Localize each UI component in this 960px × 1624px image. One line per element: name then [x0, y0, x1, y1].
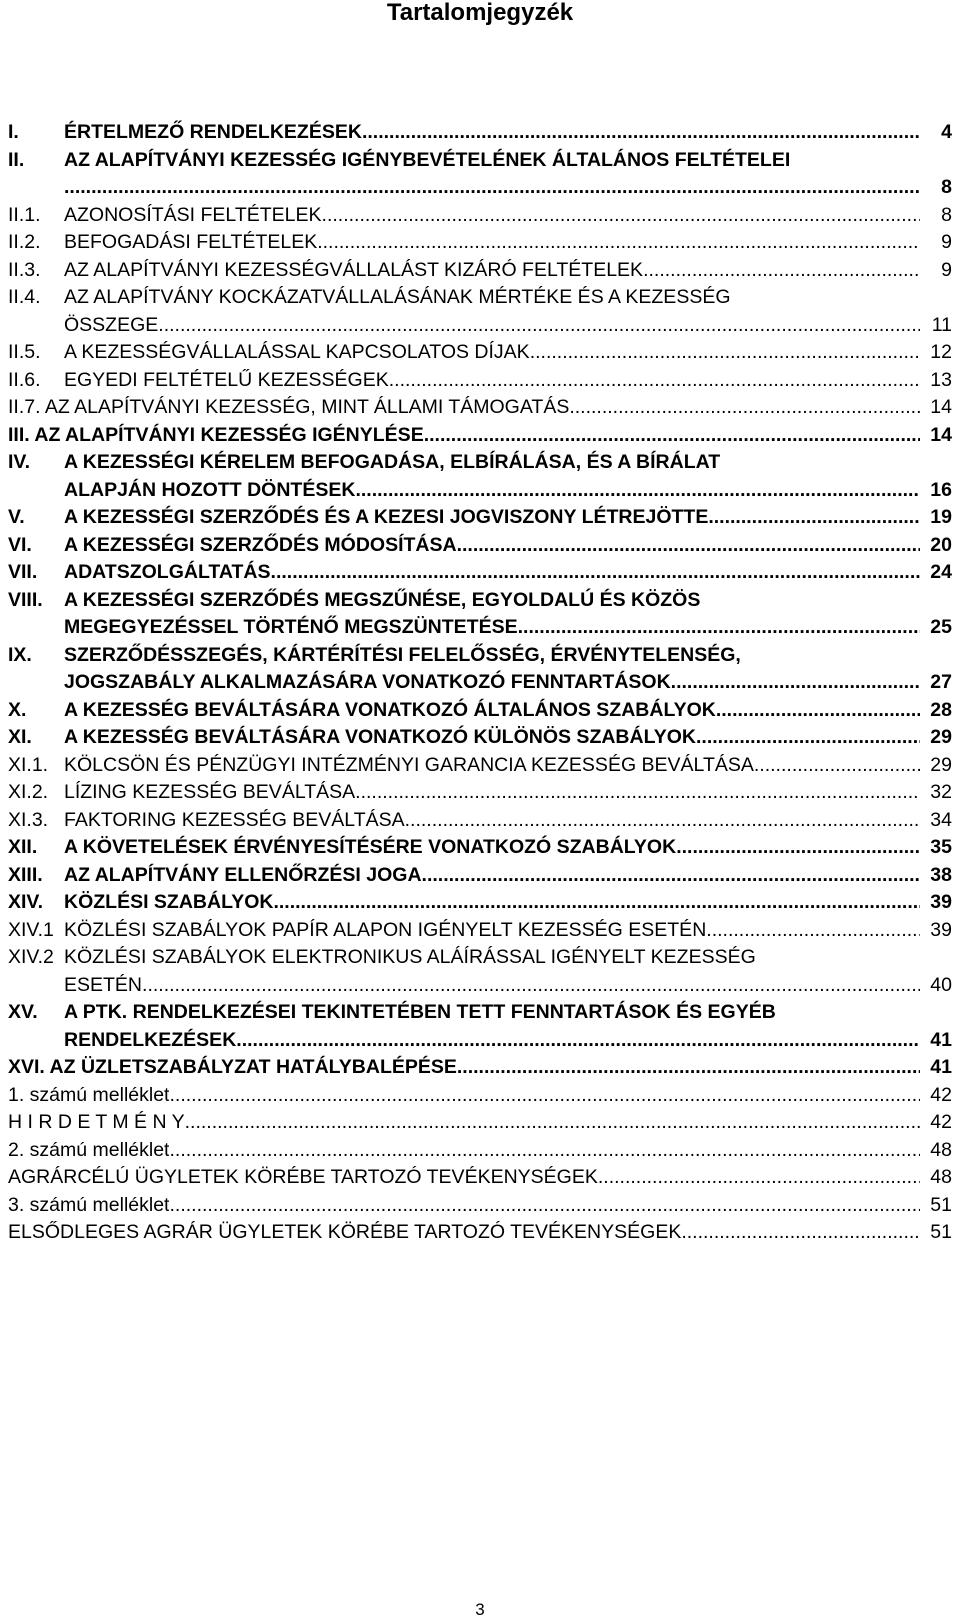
toc-entry-number: XV.: [8, 1001, 38, 1023]
toc-entry-page: 51: [930, 1221, 952, 1243]
toc-entry-page: 39: [930, 918, 952, 941]
toc-entry[interactable]: [8, 862, 960, 890]
toc-entry[interactable]: [8, 504, 960, 532]
toc-entry-number: I.: [8, 121, 19, 143]
toc-entry-page: 8: [941, 176, 952, 198]
toc-entry-number: XI.1.: [8, 753, 49, 776]
toc-entry-number: II.2.: [8, 231, 41, 253]
dot-leader: [530, 339, 920, 367]
toc-entry-title: ESETÉN: [64, 973, 143, 996]
toc-entry[interactable]: [8, 807, 960, 835]
toc-entry[interactable]: [8, 697, 960, 725]
toc-entry[interactable]: [8, 559, 960, 587]
toc-entry[interactable]: [8, 752, 960, 780]
toc-entry[interactable]: [8, 999, 960, 1027]
table-of-contents: [8, 119, 960, 1247]
toc-entry-number: II.5.: [8, 341, 41, 363]
toc-entry-title: 3. számú melléklet: [8, 1193, 170, 1216]
toc-entry-title: ADATSZOLGÁLTATÁS: [64, 561, 271, 583]
toc-entry-title: SZERZŐDÉSSZEGÉS, KÁRTÉRÍTÉSI FELELŐSSÉG, ÉRVÉNYTELENSÉG,: [64, 643, 741, 666]
dot-leader: [236, 1027, 920, 1055]
toc-entry-title: KÖZLÉSI SZABÁLYOK ELEKTRONIKUS ALÁÍRÁSSAL IGÉNYELT KEZESSÉG: [64, 946, 756, 968]
toc-entry[interactable]: [8, 202, 960, 230]
toc-entry-number: X.: [8, 698, 27, 721]
toc-entry-title: A KÖVETELÉSEK ÉRVÉNYESÍTÉSÉRE VONATKOZÓ SZABÁLYOK: [64, 836, 677, 858]
toc-entry-page: 16: [930, 478, 952, 501]
toc-entry-page: 48: [930, 1166, 952, 1188]
toc-entry[interactable]: [8, 1109, 960, 1137]
toc-entry[interactable]: [8, 669, 960, 697]
toc-entry-number: XI.2.: [8, 781, 49, 803]
toc-entry-page: 28: [930, 698, 952, 721]
dot-leader: [362, 119, 920, 147]
toc-entry-title: KÖZLÉSI SZABÁLYOK: [64, 891, 274, 913]
page-number: 3: [475, 1600, 485, 1619]
toc-entry-title: AGRÁRCÉLÚ ÜGYLETEK KÖRÉBE TARTOZÓ TEVÉKENYSÉGEK: [8, 1166, 598, 1188]
toc-entry-page: 14: [930, 423, 952, 446]
toc-entry-page: 39: [930, 891, 952, 913]
dot-leader: [706, 917, 920, 945]
toc-entry-number: XI.: [8, 726, 32, 748]
toc-entry-number: XIII.: [8, 863, 43, 886]
toc-entry-number: XII.: [8, 836, 38, 858]
toc-entry-title: A KEZESSÉGI SZERZŐDÉS ÉS A KEZESI JOGVISZONY LÉTREJÖTTE: [64, 506, 709, 528]
toc-entry-title: LÍZING KEZESSÉG BEVÁLTÁSA: [64, 781, 356, 803]
toc-entry[interactable]: [8, 1054, 960, 1082]
toc-entry[interactable]: [8, 229, 960, 257]
toc-entry-title: 2. számú melléklet: [8, 1138, 170, 1161]
toc-entry[interactable]: [8, 587, 960, 615]
toc-entry-title: XVI. AZ ÜZLETSZABÁLYZAT HATÁLYBALÉPÉSE: [8, 1056, 457, 1078]
toc-entry[interactable]: [8, 422, 960, 450]
dot-leader: [169, 1082, 920, 1110]
toc-entry-page: 35: [930, 836, 952, 858]
toc-entry-page: 32: [930, 781, 952, 803]
toc-entry-page: 12: [930, 341, 952, 363]
dot-leader: [643, 257, 920, 285]
toc-entry-page: 14: [930, 396, 952, 418]
toc-entry-number: XIV.: [8, 891, 44, 913]
toc-entry-number: VII.: [8, 561, 38, 583]
toc-entry[interactable]: [8, 532, 960, 560]
toc-entry-page: 8: [941, 203, 952, 226]
toc-entry-number: II.: [8, 148, 25, 171]
dot-leader: [671, 669, 920, 697]
toc-entry[interactable]: [8, 339, 960, 367]
toc-entry-page: 40: [930, 973, 952, 996]
toc-entry-title: III. AZ ALAPÍTVÁNYI KEZESSÉG IGÉNYLÉSE: [8, 423, 424, 446]
toc-entry[interactable]: [8, 972, 960, 1000]
dot-leader: [457, 532, 920, 560]
toc-entry[interactable]: [8, 1192, 960, 1220]
toc-entry[interactable]: [8, 367, 960, 395]
toc-entry-title: RENDELKEZÉSEK: [64, 1028, 237, 1051]
dot-leader: [185, 1109, 920, 1137]
toc-entry-page: 38: [930, 863, 952, 886]
dot-leader: [696, 724, 920, 752]
dot-leader: [169, 1137, 920, 1165]
dot-leader: [142, 972, 920, 1000]
toc-entry-page: 20: [930, 533, 952, 556]
toc-entry-page: 34: [930, 808, 952, 831]
toc-entry[interactable]: [8, 1082, 960, 1110]
toc-entry[interactable]: [8, 834, 960, 862]
toc-entry-title: II.7. AZ ALAPÍTVÁNYI KEZESSÉG, MINT ÁLLAMI TÁMOGATÁS: [8, 396, 570, 418]
dot-leader: [273, 889, 920, 917]
toc-entry-number: IV.: [8, 451, 31, 473]
toc-entry-page: 11: [931, 313, 952, 336]
dot-leader: [322, 202, 920, 230]
toc-entry-title: AZ ALAPÍTVÁNY KOCKÁZATVÁLLALÁSÁNAK MÉRTÉKE ÉS A KEZESSÉG: [64, 286, 731, 308]
toc-entry-page: 51: [930, 1193, 952, 1216]
toc-entry-page: 9: [941, 258, 952, 281]
toc-entry-title: ELSŐDLEGES AGRÁR ÜGYLETEK KÖRÉBE TARTOZÓ TEVÉKENYSÉGEK: [8, 1221, 682, 1243]
toc-entry[interactable]: [8, 394, 960, 422]
toc-entry-title: 1. számú melléklet: [8, 1083, 170, 1106]
toc-entry[interactable]: [8, 312, 960, 340]
toc-entry-title: A KEZESSÉG BEVÁLTÁSÁRA VONATKOZÓ KÜLÖNÖS SZABÁLYOK: [64, 726, 696, 748]
toc-entry[interactable]: [8, 257, 960, 285]
toc-entry-page: 29: [930, 753, 952, 776]
toc-entry-title: AZONOSÍTÁSI FELTÉTELEK: [64, 203, 322, 226]
toc-entry-title: A KEZESSÉG BEVÁLTÁSÁRA VONATKOZÓ ÁLTALÁNOS SZABÁLYOK: [64, 698, 716, 721]
toc-entry-number: II.4.: [8, 286, 41, 308]
dot-leader: [708, 504, 920, 532]
toc-entry-page: 27: [930, 671, 952, 693]
dot-leader: [158, 312, 920, 340]
toc-entry-number: XIV.1: [8, 918, 54, 941]
dot-leader: [355, 477, 920, 505]
toc-entry[interactable]: [8, 284, 960, 312]
dot-leader: [64, 174, 920, 202]
toc-entry-title: KÖLCSÖN ÉS PÉNZÜGYI INTÉZMÉNYI GARANCIA KEZESSÉG BEVÁLTÁSA: [64, 753, 754, 776]
toc-entry-title: H I R D E T M É N Y: [8, 1111, 185, 1133]
toc-entry-number: XI.3.: [8, 808, 49, 831]
dot-leader: [569, 394, 920, 422]
toc-entry[interactable]: [8, 917, 960, 945]
toc-entry[interactable]: [8, 614, 960, 642]
toc-entry[interactable]: [8, 1164, 960, 1192]
dot-leader: [389, 367, 920, 395]
toc-entry-number: II.3.: [8, 258, 41, 281]
toc-entry[interactable]: [8, 889, 960, 917]
toc-entry-title: AZ ALAPÍTVÁNY ELLENŐRZÉSI JOGA: [64, 863, 422, 886]
toc-entry[interactable]: [8, 147, 960, 175]
dot-leader: [518, 614, 920, 642]
toc-entry[interactable]: [8, 449, 960, 477]
toc-entry[interactable]: [8, 1027, 960, 1055]
toc-entry-title: BEFOGADÁSI FELTÉTELEK: [64, 231, 318, 253]
toc-entry-page: 13: [930, 368, 952, 391]
toc-entry-title: KÖZLÉSI SZABÁLYOK PAPÍR ALAPON IGÉNYELT KEZESSÉG ESETÉN: [64, 918, 707, 941]
toc-entry-page: 42: [930, 1111, 952, 1133]
toc-entry-page: 9: [941, 231, 952, 253]
toc-entry-number: V.: [8, 506, 25, 528]
dot-leader: [754, 752, 920, 780]
dot-leader: [317, 229, 920, 257]
dot-leader: [355, 779, 920, 807]
toc-entry-title: MEGEGYEZÉSSEL TÖRTÉNŐ MEGSZÜNTETÉSE: [64, 616, 518, 638]
toc-entry-number: XIV.2: [8, 946, 54, 968]
toc-entry-page: 4: [941, 121, 952, 143]
toc-entry-number: IX.: [8, 643, 32, 666]
dot-leader: [598, 1164, 920, 1192]
toc-entry-title: EGYEDI FELTÉTELŰ KEZESSÉGEK: [64, 368, 389, 391]
toc-entry-title: JOGSZABÁLY ALKALMAZÁSÁRA VONATKOZÓ FENNTARTÁSOK: [64, 671, 671, 693]
toc-entry[interactable]: [8, 724, 960, 752]
toc-entry[interactable]: [8, 779, 960, 807]
toc-entry[interactable]: [8, 1137, 960, 1165]
toc-entry-title: ÉRTELMEZŐ RENDELKEZÉSEK: [64, 121, 362, 143]
toc-entry-title: A PTK. RENDELKEZÉSEI TEKINTETÉBEN TETT FENNTARTÁSOK ÉS EGYÉB: [64, 1001, 776, 1023]
toc-entry-title: AZ ALAPÍTVÁNYI KEZESSÉG IGÉNYBEVÉTELÉNEK ÁLTALÁNOS FELTÉTELEI: [64, 148, 791, 171]
toc-entry[interactable]: [8, 642, 960, 670]
toc-entry-title: AZ ALAPÍTVÁNYI KEZESSÉGVÁLLALÁST KIZÁRÓ FELTÉTELEK: [64, 258, 644, 281]
toc-entry-title: ÖSSZEGE: [64, 313, 159, 336]
toc-entry-page: 24: [930, 561, 952, 583]
toc-entry-page: 42: [930, 1083, 952, 1106]
toc-entry-number: VI.: [8, 533, 32, 556]
dot-leader: [457, 1054, 920, 1082]
toc-entry[interactable]: [8, 1219, 960, 1247]
toc-entry-page: 19: [930, 506, 952, 528]
toc-entry-title: FAKTORING KEZESSÉG BEVÁLTÁSA: [64, 808, 405, 831]
toc-entry[interactable]: [8, 174, 960, 202]
dot-leader: [681, 1219, 920, 1247]
dot-leader: [676, 834, 920, 862]
toc-entry-title: A KEZESSÉGI SZERZŐDÉS MÓDOSÍTÁSA: [64, 533, 457, 556]
toc-entry-number: II.1.: [8, 203, 41, 226]
toc-entry-page: 25: [930, 616, 952, 638]
toc-entry-title: A KEZESSÉGI SZERZŐDÉS MEGSZŰNÉSE, EGYOLDALÚ ÉS KÖZÖS: [64, 588, 701, 611]
toc-entry-page: 48: [930, 1138, 952, 1161]
toc-entry-page: 41: [930, 1028, 952, 1051]
toc-entry-number: VIII.: [8, 588, 43, 611]
dot-leader: [405, 807, 920, 835]
toc-entry[interactable]: [8, 477, 960, 505]
toc-entry-number: II.6.: [8, 368, 41, 391]
toc-entry[interactable]: [8, 119, 960, 147]
dot-leader: [422, 862, 920, 890]
toc-entry[interactable]: [8, 944, 960, 972]
toc-entry-title: A KEZESSÉGI KÉRELEM BEFOGADÁSA, ELBÍRÁLÁSA, ÉS A BÍRÁLAT: [64, 451, 721, 473]
dot-leader: [716, 697, 920, 725]
dot-leader: [169, 1192, 920, 1220]
toc-entry-title: ALAPJÁN HOZOTT DÖNTÉSEK: [64, 478, 356, 501]
toc-entry-page: 29: [930, 726, 952, 748]
page-title: Tartalomjegyzék: [386, 0, 574, 26]
dot-leader: [271, 559, 920, 587]
dot-leader: [424, 422, 920, 450]
toc-entry-page: 41: [930, 1056, 952, 1078]
toc-entry-title: A KEZESSÉGVÁLLALÁSSAL KAPCSOLATOS DÍJAK: [64, 341, 530, 363]
